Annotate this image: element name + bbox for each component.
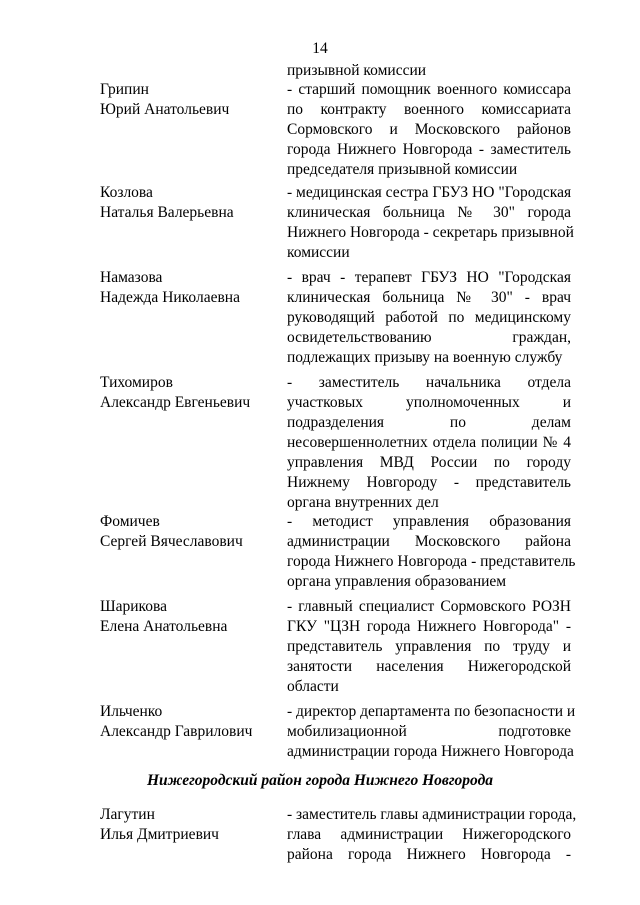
given-names: Надежда Николаевна <box>100 289 240 306</box>
member-position <box>287 183 574 263</box>
surname: Намазова <box>100 269 163 286</box>
position-line: управления МВД России по городу <box>287 454 571 471</box>
position-line: Нижнего Новгорода - секретарь призывной <box>287 224 574 241</box>
member-position <box>287 512 576 592</box>
surname: Козлова <box>100 184 153 201</box>
member-position <box>287 373 571 513</box>
position-line: администрации города Нижнего Новгорода <box>287 743 574 760</box>
position-line: города Нижнего Новгорода - представитель <box>287 553 576 570</box>
member-name <box>100 268 280 308</box>
position-line: администрации Московского района <box>287 533 571 550</box>
position-line: занятости населения Нижегородской <box>287 658 571 675</box>
position-line: освидетельствованию граждан, <box>287 329 571 346</box>
member-position <box>287 268 571 368</box>
position-line: подлежащих призыву на военную службу <box>287 349 563 366</box>
position-line: области <box>287 678 339 695</box>
surname: Фомичев <box>100 513 160 530</box>
given-names: Александр Гаврилович <box>100 723 253 740</box>
position-line: - методист управления образования <box>287 513 571 530</box>
member-name <box>100 805 280 845</box>
given-names: Илья Дмитриевич <box>100 826 219 843</box>
position-line: - главный специалист Сормовского РОЗН <box>287 598 571 615</box>
member-name <box>100 512 280 552</box>
position-line: представитель управления по труду и <box>287 638 571 655</box>
continuation-line: призывной комиссии <box>287 62 427 79</box>
given-names: Елена Анатольевна <box>100 618 228 635</box>
member-position <box>287 805 577 865</box>
given-names: Александр Евгеньевич <box>100 394 251 411</box>
given-names: Юрий Анатольевич <box>100 101 230 118</box>
position-line: подразделения по делам <box>287 414 571 431</box>
member-name <box>100 373 280 413</box>
member-position <box>287 80 571 180</box>
position-line: района города Нижнего Новгорода - <box>287 846 571 863</box>
position-line: - заместитель главы администрации города, <box>287 806 577 823</box>
position-line: - директор департамента по безопасности и <box>287 703 576 720</box>
member-name <box>100 702 280 742</box>
given-names: Сергей Вячеславович <box>100 533 243 550</box>
position-line: Нижнему Новгороду - представитель <box>287 474 571 491</box>
position-line: несовершеннолетних отдела полиции № 4 <box>287 434 571 451</box>
position-line: комиссии <box>287 244 350 261</box>
member-name <box>100 183 280 223</box>
surname: Грипин <box>100 81 149 98</box>
surname: Лагутин <box>100 806 155 823</box>
position-line: ГКУ "ЦЗН города Нижнего Новгорода" - <box>287 618 571 635</box>
continuation-text <box>287 61 571 81</box>
position-line: клиническая больница № 30" города <box>287 204 571 221</box>
position-line: органа управления образованием <box>287 573 507 590</box>
position-line: - врач - терапевт ГБУЗ НО "Городская <box>287 269 571 286</box>
position-line: мобилизационной подготовке <box>287 723 571 740</box>
position-line: - заместитель начальника отдела <box>287 374 571 391</box>
surname: Тихомиров <box>100 374 173 391</box>
position-line: города Нижнего Новгорода - заместитель <box>287 141 571 158</box>
position-line: органа внутренних дел <box>287 494 439 511</box>
surname: Ильченко <box>100 703 163 720</box>
member-name <box>100 597 280 637</box>
position-line: глава администрации Нижегородского <box>287 826 571 843</box>
section-heading: Нижегородский район города Нижнего Новгорода <box>146 772 494 789</box>
member-position <box>287 597 571 697</box>
page-number: 14 <box>312 40 328 57</box>
surname: Шарикова <box>100 598 168 615</box>
position-line: председателя призывной комиссии <box>287 161 518 178</box>
position-line: - старший помощник военного комиссара <box>287 81 571 98</box>
position-line: Сормовского и Московского районов <box>287 121 571 138</box>
given-names: Наталья Валерьевна <box>100 204 234 221</box>
position-line: клиническая больница № 30" - врач <box>287 289 571 306</box>
position-line: - медицинская сестра ГБУЗ НО "Городская <box>287 184 572 201</box>
position-line: руководящий работой по медицинскому <box>287 309 571 326</box>
position-line: по контракту военного комиссариата <box>287 101 571 118</box>
position-line: участковых уполномоченных и <box>287 394 571 411</box>
member-position <box>287 702 576 762</box>
member-name <box>100 80 280 120</box>
